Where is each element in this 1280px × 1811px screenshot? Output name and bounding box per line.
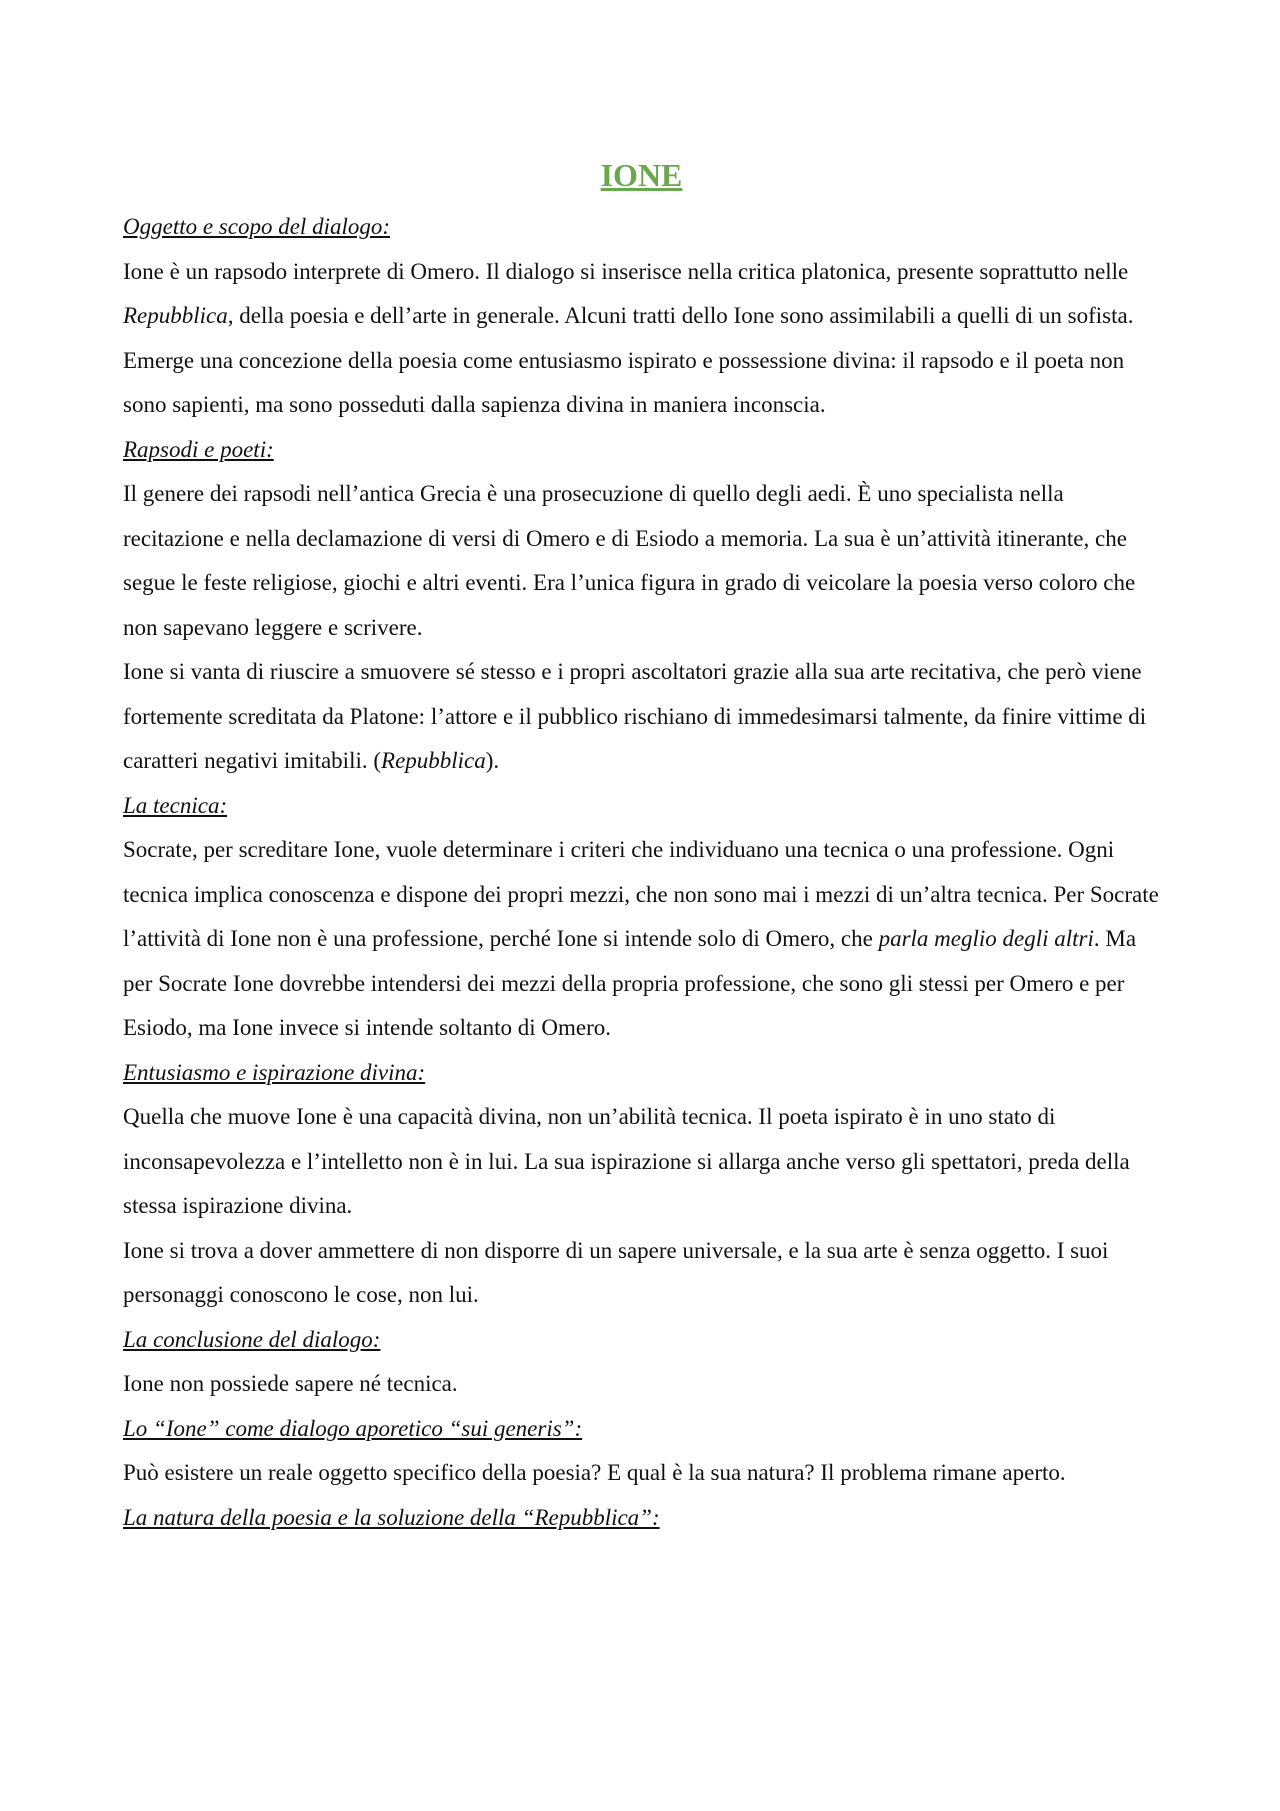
paragraph-text: Ione si vanta di riuscire a smuovere sé stesso e i propri ascoltatori grazie alla sua arte recitativa, che però viene fortemente screditata da Platone: l’attore e il pubblico rischiano di immedesimarsi talmente, da finire vittime di caratteri negativi imitabili. (: [123, 659, 1147, 773]
document-title: IONE: [600, 157, 683, 193]
paragraph: Emerge una concezione della poesia come entusiasmo ispirato e possessione divina: il rapsodo e il poeta non sono sapienti, ma sono posseduti dalla sapienza divina in maniera inconscia.: [123, 347, 1125, 417]
paragraph-text: Ione è un rapsodo interprete di Omero. Il dialogo si inserisce nella critica platonica, presente soprattutto nelle: [123, 258, 1129, 284]
paragraph-text: Socrate, per screditare Ione, vuole determinare i criteri che individuano una tecnica o una professione. Ogni tecnica implica conoscenza e dispone dei propri mezzi, che non sono mai i mezzi di un’altra tecnica. Per Socrate l’attività di Ione non è una professione, perché Ione si intende solo di Omero, che: [123, 837, 1159, 951]
paragraph-italic: Repubblica: [123, 303, 228, 328]
paragraph-italic: Repubblica: [381, 748, 486, 773]
paragraph: Il genere dei rapsodi nell’antica Grecia è una prosecuzione di quello degli aedi. È uno specialista nella recitazione e nella declamazione di versi di Omero e di Esiodo a memoria. La sua è un’attività itinerante, che segue le feste religiose, giochi e altri eventi. Era l’unica figura in grado di veicolare la poesia verso coloro che non sapevano leggere e scrivere.: [123, 481, 1136, 640]
paragraph: [123, 250, 1160, 339]
paragraph-text: , della poesia e dell’arte in generale. Alcuni tratti dello Ione sono assimilabili a quelli di un sofista.: [227, 303, 1134, 328]
paragraph-italic: parla meglio degli altri: [878, 926, 1094, 951]
section-heading-entusiasmo: Entusiasmo e ispirazione divina:: [123, 1059, 426, 1085]
paragraph: Può esistere un reale oggetto specifico della poesia? E qual è la sua natura? Il problema rimane aperto.: [123, 1460, 1066, 1485]
paragraph: [123, 650, 1160, 784]
paragraph-text: . Ma per Socrate Ione dovrebbe intendersi dei mezzi della propria professione, che sono gli stessi per Omero e per Esiodo, ma Ione invece si intende soltanto di Omero.: [123, 926, 1137, 1040]
paragraph-text: ).: [485, 748, 500, 773]
paragraph: [123, 828, 1160, 1051]
paragraph: Ione non possiede sapere né tecnica.: [123, 1371, 458, 1396]
section-heading-oggetto: Oggetto e scopo del dialogo:: [123, 214, 391, 239]
section-heading-conclusione: La conclusione del dialogo:: [123, 1326, 381, 1352]
paragraph: Quella che muove Ione è una capacità divina, non un’abilità tecnica. Il poeta ispirato è in uno stato di inconsapevolezza e l’intelletto non è in lui. La sua ispirazione si allarga anche verso gli spettatori, preda della stessa ispirazione divina.: [123, 1104, 1130, 1218]
section-heading-natura-poesia: La natura della poesia e la soluzione della “Repubblica”:: [123, 1504, 660, 1530]
section-heading-tecnica: La tecnica:: [123, 792, 228, 818]
section-heading-rapsodi: Rapsodi e poeti:: [123, 436, 274, 462]
paragraph: Ione si trova a dover ammettere di non disporre di un sapere universale, e la sua arte è senza oggetto. I suoi personaggi conoscono le cose, non lui.: [123, 1237, 1109, 1307]
section-heading-aporetico: Lo “Ione” come dialogo aporetico “sui generis”:: [123, 1415, 583, 1441]
